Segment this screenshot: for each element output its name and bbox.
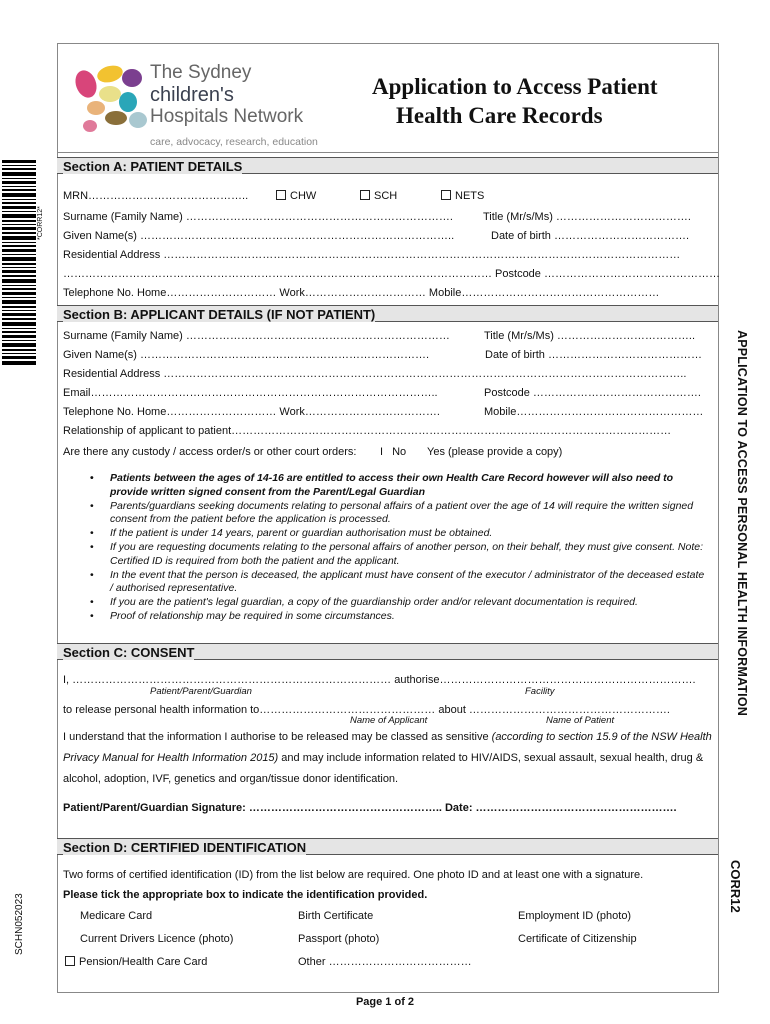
custody-no-marker[interactable]: I: [380, 446, 384, 458]
id-option-employment-id[interactable]: Employment ID (photo): [518, 910, 632, 922]
custody-yes-option[interactable]: Yes (please provide a copy): [427, 446, 563, 458]
applicant-postcode-field[interactable]: Postcode ……………………………………….: [484, 387, 701, 399]
id-instruction: Please tick the appropriate box to indicate the identification provided.: [63, 889, 428, 901]
document-title-line-2: Health Care Records: [396, 103, 603, 128]
applicant-address-field[interactable]: Residential Address ……………………………………………………………………………………………………………………………..: [63, 368, 687, 380]
nets-label: NETS: [455, 190, 485, 202]
id-option-birth-certificate[interactable]: Birth Certificate: [298, 910, 374, 922]
label-facility: Facility: [525, 686, 555, 697]
consent-statement: [63, 727, 713, 790]
note-item: • In the event that the person is deceased, the applicant must have consent of the executor / administrator of the deceased estate / authorised representative.: [90, 569, 710, 596]
document-title: [372, 72, 712, 130]
applicant-title-field[interactable]: Title (Mr/s/Ms) ………………………………..: [484, 330, 696, 342]
chw-checkbox[interactable]: [276, 190, 286, 200]
section-a-heading-text: Section A: PATIENT DETAILS: [63, 159, 243, 174]
applicant-relationship-field[interactable]: Relationship of applicant to patient…………………………………………………………………………………………………………: [63, 425, 672, 437]
sch-checkbox[interactable]: [360, 190, 370, 200]
patient-surname-field[interactable]: Surname (Family Name) ……………………………………………………………….: [63, 211, 453, 223]
id-option-medicare[interactable]: Medicare Card: [80, 910, 153, 922]
chw-label: CHW: [290, 190, 317, 202]
note-item: • If you are requesting documents relating to the personal affairs of another person, on their behalf, they must give consent. Note: Certified ID is required from both the patient and the applicant.: [90, 541, 710, 568]
logo-wordmark: [150, 62, 303, 128]
consent-release-field[interactable]: to release personal health information to………………………………………… about ……………………………………………….: [63, 704, 670, 716]
sch-label: SCH: [374, 190, 398, 202]
nets-option[interactable]: [441, 190, 484, 202]
form-code: CORR12: [728, 860, 743, 913]
consent-text-reference: (according to section 15.9 of the NSW Health Privacy Manual for Health Information 2015): [63, 731, 712, 764]
barcode-label: *CORR12*: [37, 206, 44, 240]
id-option-passport[interactable]: Passport (photo): [298, 933, 380, 945]
consent-authorise-field[interactable]: I, …………………………………………………………………………… authorise…………………………………………………………….: [63, 674, 696, 686]
note-item: • Parents/guardians seeking documents relating to personal affairs of a patient over the age of 14 will require the written signed consent from the patient before the application is processed.: [90, 500, 710, 527]
id-option-drivers-licence[interactable]: Current Drivers Licence (photo): [80, 933, 234, 945]
section-b-heading: [57, 305, 718, 322]
patient-dob-field[interactable]: Date of birth ……………………………….: [491, 230, 690, 242]
page-number: Page 1 of 2: [355, 996, 415, 1008]
patient-title-field[interactable]: Title (Mr/s/Ms) ……………………………….: [483, 211, 691, 223]
nets-checkbox[interactable]: [441, 190, 451, 200]
header-divider: [57, 152, 718, 153]
logo-line-3: Hospitals Network: [150, 106, 304, 127]
patient-phone-field[interactable]: Telephone No. Home………………………… Work…………………………… Mobile………………………………………………: [63, 287, 660, 299]
document-title-line-1: Application to Access Patient: [372, 74, 658, 99]
applicant-phone-field[interactable]: Telephone No. Home………………………… Work……………………………….: [63, 406, 440, 418]
id-intro: Two forms of certified identification (ID) from the list below are required. One photo ID and at least one with a signature.: [63, 869, 644, 881]
chw-option[interactable]: [276, 190, 316, 202]
applicant-surname-field[interactable]: Surname (Family Name) ………………………………………………………………: [63, 330, 450, 342]
logo-tagline: care, advocacy, research, education: [150, 136, 318, 148]
applicant-given-names-field[interactable]: Given Name(s) …………………………………………………………………….: [63, 349, 430, 361]
id-option-pension-card[interactable]: [65, 956, 207, 968]
label-patient-parent-guardian: Patient/Parent/Guardian: [150, 686, 252, 697]
logo-line-1: The Sydney: [150, 62, 252, 83]
id-option-citizenship[interactable]: Certificate of Citizenship: [518, 933, 637, 945]
section-d-heading: [57, 838, 718, 855]
logo-line-2: children's: [150, 84, 234, 106]
pension-card-checkbox[interactable]: [65, 956, 75, 966]
section-b-heading-text: Section B: APPLICANT DETAILS (IF NOT PATIENT): [63, 307, 376, 322]
note-item: • Proof of relationship may be required in some circumstances.: [90, 610, 710, 624]
sch-option[interactable]: [360, 190, 397, 202]
consent-text-end: and may include information related to HIV/AIDS, sexual assault, sexual health, drug & alcohol, adoption, IVF, genetics and organ/tissue donor identification.: [63, 752, 704, 785]
note-item: • If you are the patient's legal guardian, a copy of the guardianship order and/or relevant documentation is required.: [90, 596, 710, 610]
applicant-mobile-field[interactable]: Mobile……………………………………………: [484, 406, 704, 418]
applicant-email-field[interactable]: Email…………………………………………………………………………………..: [63, 387, 438, 399]
signature-date-field[interactable]: Patient/Parent/Guardian Signature: …………………………………………….. Date: ……………………………………………….: [63, 802, 677, 814]
vertical-form-title: APPLICATION TO ACCESS PERSONAL HEALTH INFORMATION: [735, 330, 749, 716]
custody-no-option[interactable]: [380, 446, 406, 458]
note-item: • If the patient is under 14 years, parent or guardian authorisation must be obtained.: [90, 527, 710, 541]
barcode-icon: [2, 160, 46, 365]
applicant-notes-list: [90, 472, 710, 624]
patient-address-field[interactable]: Residential Address ……………………………………………………………………………………………………………………………: [63, 249, 681, 261]
id-option-other[interactable]: Other …………………………………: [298, 956, 472, 968]
custody-question: Are there any custody / access order/s or other court orders:: [63, 446, 357, 458]
consent-text-start: I understand that the information I authorise to be released may be classed as sensitive: [63, 731, 489, 743]
label-name-of-applicant: Name of Applicant: [350, 715, 428, 726]
section-d-heading-text: Section D: CERTIFIED IDENTIFICATION: [63, 840, 307, 855]
section-c-heading-text: Section C: CONSENT: [63, 645, 195, 660]
form-reference: SCHN052023: [14, 893, 25, 955]
note-item: • Patients between the ages of 14-16 are entitled to access their own Health Care Record however will also need to provide written signed consent from the Parent/Legal Guardian: [90, 472, 710, 499]
pension-card-label: Pension/Health Care Card: [79, 956, 208, 968]
section-a-heading: [57, 157, 718, 174]
custody-no-label: No: [392, 446, 407, 458]
mrn-field[interactable]: MRN……………………………………..: [63, 190, 249, 202]
label-name-of-patient: Name of Patient: [546, 715, 615, 726]
patient-address-postcode-field[interactable]: ……………………………………………………………………………………………………… Postcode …………………………………………: [63, 268, 720, 280]
patient-given-names-field[interactable]: Given Name(s) …………………………………………………………………………..: [63, 230, 455, 242]
applicant-dob-field[interactable]: Date of birth ……………………………………: [485, 349, 702, 361]
section-c-heading: [57, 643, 718, 660]
